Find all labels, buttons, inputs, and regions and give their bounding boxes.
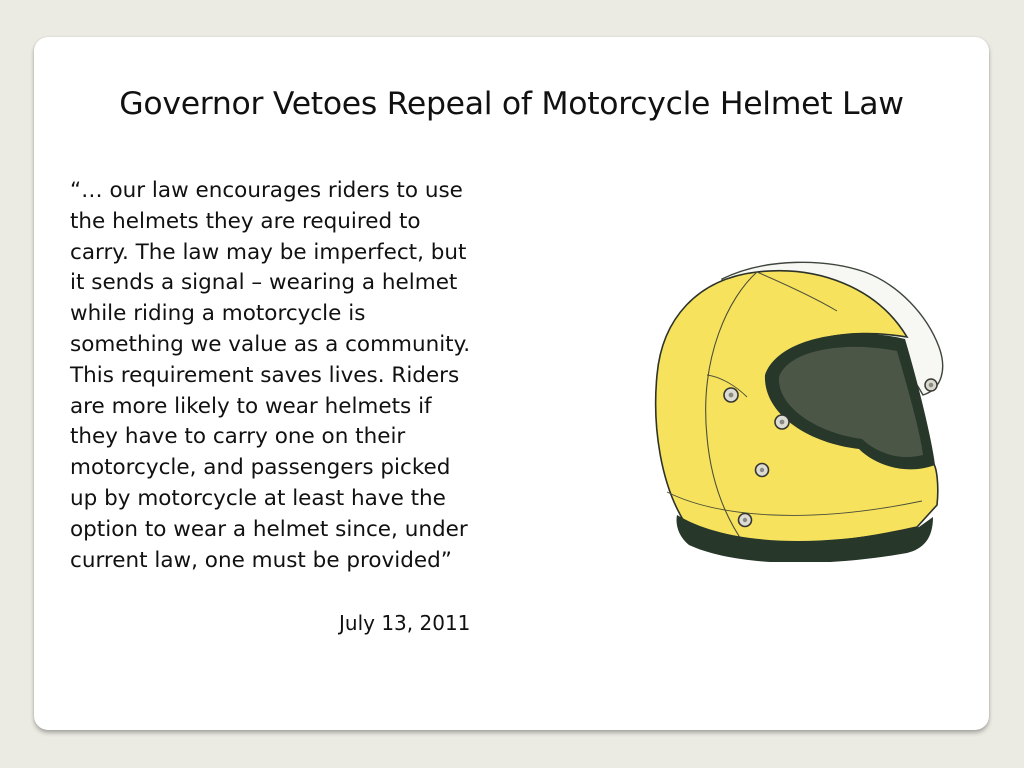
quote-line: something we value as a community.: [70, 331, 471, 357]
quote-line: are more likely to wear helmets if: [70, 393, 432, 419]
slide: [34, 37, 989, 730]
quote-line: option to wear a helmet since, under: [70, 516, 468, 542]
quote-line: while riding a motorcycle is: [70, 301, 366, 327]
quote-line: the helmets they are required to: [70, 208, 421, 234]
snap-screw: [724, 388, 738, 402]
quote-line: up by motorcycle at least have the: [70, 485, 446, 511]
snap-screw: [775, 415, 789, 429]
governor-quote: [70, 176, 570, 576]
slide-title: Governor Vetoes Repeal of Motorcycle Helmet Law: [119, 86, 904, 122]
quote-line: This requirement saves lives. Riders: [70, 362, 460, 388]
snap-screw: [739, 514, 752, 527]
quote-line: carry. The law may be imperfect, but: [70, 239, 467, 265]
quote-line: “… our law encourages riders to use: [70, 178, 463, 203]
motorcycle-helmet-icon: [637, 227, 947, 562]
quote-line: motorcycle, and passengers picked: [70, 455, 451, 481]
quote-line: they have to carry one on their: [70, 424, 406, 450]
snap-screw: [756, 464, 769, 477]
quote-line: it sends a signal – wearing a helmet: [70, 270, 458, 296]
quote-date: July 13, 2011: [339, 611, 471, 635]
quote-line: current law, one must be provided”: [70, 547, 452, 573]
